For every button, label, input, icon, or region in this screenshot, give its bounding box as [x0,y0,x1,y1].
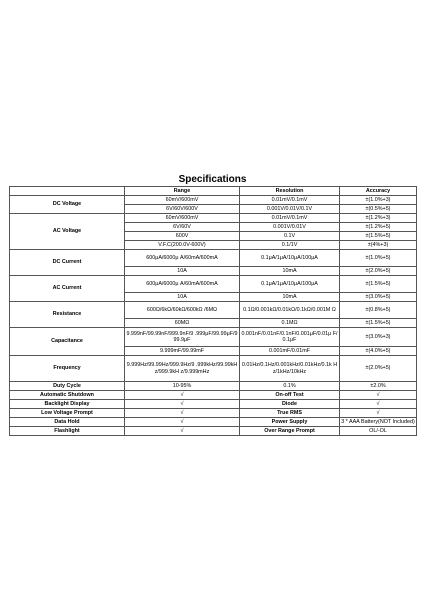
resolution-cell: 0.01Hz/0.1Hz/0.001kHz/0.01kHz/0.1k Hz/1kHz/10kHz [240,356,340,382]
range-cell: 10A [125,267,240,276]
feature-value: OL/-OL [340,427,417,436]
feature-label: Over Range Prompt [240,427,340,436]
accuracy-cell: ±(2.0%+5) [340,356,417,382]
resolution-cell: 0.001mF/0.01mF [240,347,340,356]
feature-value: √ [125,400,240,409]
resolution-cell: 10mA [240,293,340,302]
feature-label: Automatic Shutdown [10,391,125,400]
accuracy-cell: ±(1.5%+5) [340,232,417,241]
accuracy-cell: ±(1.5%+5) [340,319,417,328]
feature-label: Data Hold [10,418,125,427]
accuracy-cell: ±(2.0%+5) [340,267,417,276]
table-row [10,276,417,293]
table-row [10,196,417,205]
range-cell: 9.999nF/99.99nF/999.9nF/9 .999μF/99.99μF/999.9μF [125,328,240,347]
table-row [10,382,417,391]
accuracy-cell: ±(0.8%+5) [340,302,417,319]
table-row [10,214,417,223]
frequency-label: Frequency [10,356,125,382]
resolution-cell: 0.1/1V [240,241,340,250]
range-cell: 10-95% [125,382,240,391]
range-cell: 600μA/6000μ A/60mA/600mA [125,250,240,267]
feature-row [10,418,417,427]
range-cell: 60MΩ [125,319,240,328]
feature-label: Low Voltage Prompt [10,409,125,418]
accuracy-cell: ±(4.0%+5) [340,347,417,356]
feature-row [10,409,417,418]
resolution-cell: 0.001V/0.01V [240,223,340,232]
feature-value: √ [125,418,240,427]
feature-value: √ [125,391,240,400]
resolution-cell: 0.1MΩ [240,319,340,328]
range-cell: 60mV/600mV [125,196,240,205]
table-row [10,250,417,267]
specifications-sheet [9,174,416,436]
specifications-table [9,186,417,436]
feature-value: √ [340,400,417,409]
feature-value: √ [125,427,240,436]
resolution-cell: 0.1V [240,232,340,241]
accuracy-cell: ±(3.0%+5) [340,293,417,302]
resolution-cell: 0.01mV/0.1mV [240,196,340,205]
feature-value: 3 * AAA Battery(NOT Included) [341,418,415,425]
feature-label: Power Supply [240,418,340,427]
range-cell: 600Ω/6kΩ/60kΩ/600kΩ /6MΩ [125,302,240,319]
accuracy-cell: ±(0.5%+5) [340,205,417,214]
table-row [10,356,417,382]
dc-current-label: DC Current [10,250,125,276]
capacitance-label: Capacitance [10,328,125,356]
feature-row [10,400,417,409]
accuracy-cell: ±(1.0%+3) [340,196,417,205]
resolution-cell: 0.1μA/1μA/10μA/100μA [240,276,340,293]
range-cell: 9.999Hz/99.99Hz/999.9Hz/9 .999kHz/99.99kHz/999.9kH z/9.999mHz [125,356,240,382]
header-accuracy: Accuracy [340,187,417,196]
dc-voltage-label: DC Voltage [10,196,125,214]
accuracy-cell: ±(1.2%+5) [340,223,417,232]
duty-cycle-label: Duty Cycle [10,382,125,391]
feature-value: √ [340,391,417,400]
accuracy-cell: ±(1.5%+5) [340,276,417,293]
accuracy-cell: ±(1.0%+5) [340,250,417,267]
header-blank [10,187,125,196]
header-resolution: Resolution [240,187,340,196]
range-cell: 6V/60V/600V [125,205,240,214]
resolution-cell: 0.1Ω/0.001kΩ/0.01kΩ/0.1kΩ/0.001M Ω [240,302,340,319]
header-range: Range [125,187,240,196]
ac-voltage-label: AC Voltage [10,214,125,250]
resistance-label: Resistance [10,302,125,328]
feature-label: Flashlight [10,427,125,436]
range-cell: 6V/60V [125,223,240,232]
accuracy-cell: ±(1.2%+3) [340,214,417,223]
feature-value: √ [340,409,417,418]
feature-label: True RMS [240,409,340,418]
feature-value: √ [125,409,240,418]
page-title: Specifications [178,174,247,185]
range-cell: 10A [125,293,240,302]
accuracy-cell: ±(3.0%+3) [340,328,417,347]
accuracy-cell: ±2.0% [340,382,417,391]
ac-current-label: AC Current [10,276,125,302]
table-row [10,328,417,347]
header-row [10,187,417,196]
range-cell: 600μA/6000μ A/60mA/600mA [125,276,240,293]
resolution-cell: 0.001V/0.01V/0.1V [240,205,340,214]
range-cell: 60mV/600mV [125,214,240,223]
table-row [10,302,417,319]
accuracy-cell: ±(4%+3) [340,241,417,250]
feature-row [10,391,417,400]
feature-label: On-off Test [240,391,340,400]
resolution-cell: 10mA [240,267,340,276]
resolution-cell: 0.001nF/0.01nF/0.1nF/0.001μF/0.01μ F/0.1μF [240,328,340,347]
range-cell: 600V [125,232,240,241]
feature-label: Backlight Display [10,400,125,409]
feature-label: Diode [240,400,340,409]
feature-row [10,427,417,436]
resolution-cell: 0.1% [240,382,340,391]
range-cell: V.F.C(200.0V-600V) [125,241,240,250]
range-cell: 9.999mF/99.99mF [125,347,240,356]
resolution-cell: 0.1μA/1μA/10μA/100μA [240,250,340,267]
resolution-cell: 0.01mV/0.1mV [240,214,340,223]
